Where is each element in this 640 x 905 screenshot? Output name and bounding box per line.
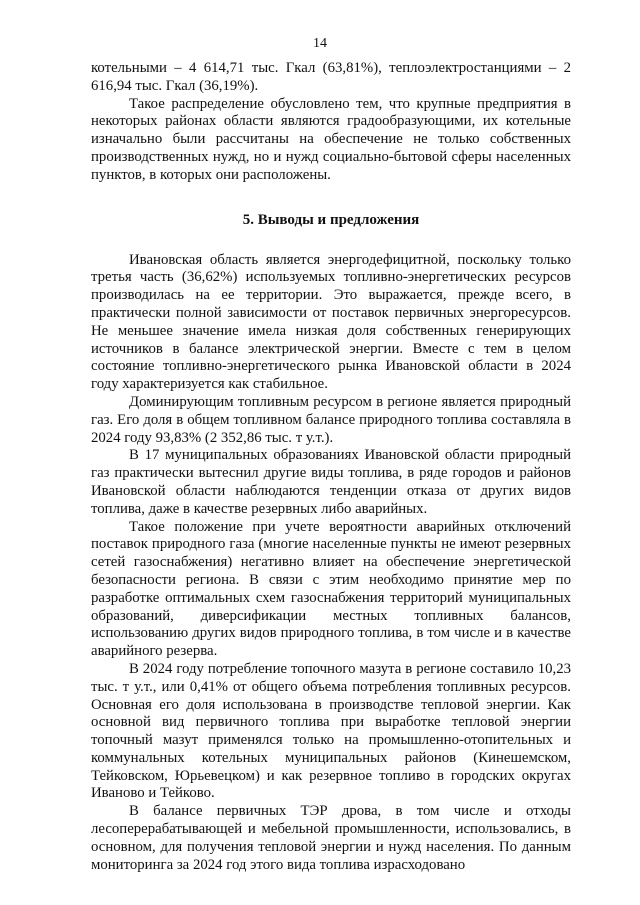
paragraph: Доминирующим топливным ресурсом в регионе является природный газ. Его доля в общем топливном балансе природного топлива составляла в 2024 году 93,83% (2 352,86 тыс. т у.т.).	[91, 393, 571, 446]
paragraph: Такое распределение обусловлено тем, что крупные предприятия в некоторых районах области являются градообразующими, их котельные изначально были рассчитаны на обеспечение не только собственных производственных нужд, но и нужд социально-бытовой сферы населенных пунктов, в которых они расположены.	[91, 95, 571, 183]
paragraph: Ивановская область является энергодефицитной, поскольку только третья часть (36,62%) используемых топливно-энергетических ресурсов производилась на ее территории. Это выражается, прежде всего, в практически полной зависимости от поставок первичных энергоресурсов. Не меньшее значение имела низкая доля собственных генерирующих источников в балансе электрической энергии. Вместе с тем в целом состояние топливно-энергетического рынка Ивановской области в 2024 году характеризуется как стабильное.	[91, 251, 571, 393]
paragraph: В балансе первичных ТЭР дрова, в том числе и отходы лесоперерабатывающей и мебельной промышленности, использовались, в основном, для получения тепловой энергии и нужд населения. По данным мониторинга за 2024 год этого вида топлива израсходовано	[91, 803, 571, 873]
paragraph: В 17 муниципальных образованиях Ивановской области природный газ практически вытеснил другие виды топлива, в ряде городов и районов Ивановской области наблюдаются тенденции отказа от других видов топлива, даже в качестве резервных либо аварийных.	[91, 447, 571, 517]
section-title: 5. Выводы и предложения	[242, 211, 420, 228]
paragraph: Такое положение при учете вероятности аварийных отключений поставок природного газа (многие населенные пункты не имеют резервных сетей газоснабжения) негативно влияет на обеспечение энергетической безопасности региона. В связи с этим необходимо принятие мер по разработке оптимальных схем газоснабжения территорий муниципальных образований, диверсификации местных топливных балансов, использованию других видов природного топлива, в том числе и в качестве аварийного резерва.	[91, 518, 571, 660]
paragraph: В 2024 году потребление топочного мазута в регионе составило 10,23 тыс. т у.т., или 0,41% от общего объема потребления топливных ресурсов. Основная его доля использована в производстве тепловой энергии. Как основной вид первичного топлива при выработке тепловой энергии топочный мазут применялся только на промышленно-отопительных и коммунальных котельных муниципальных районов (Кинешемском, Тейковском, Юрьевецком) и как резервное топливо в городских округах Иваново и Тейково.	[91, 660, 571, 802]
document-body	[91, 60, 571, 874]
paragraph-continuation: котельными – 4 614,71 тыс. Гкал (63,81%), теплоэлектростанциями – 2 616,94 тыс. Гкал (36,19%).	[91, 60, 571, 94]
page-number: 14	[313, 36, 327, 51]
